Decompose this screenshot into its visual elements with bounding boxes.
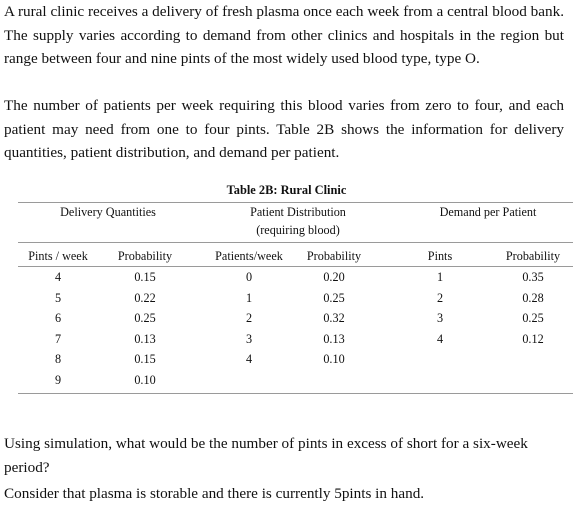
table-cell: 0.13: [323, 331, 345, 346]
table-cell: 3: [245, 331, 253, 346]
group-header-delivery: Delivery Quantities: [60, 205, 156, 219]
table-top-rule: [18, 202, 573, 203]
table-cell: 0.20: [323, 270, 345, 284]
table-cell: 0.25: [134, 311, 156, 325]
table-cell: 0.35: [522, 270, 544, 284]
column-header: Probability: [117, 249, 173, 263]
table-cell: 3: [436, 311, 444, 325]
table-cell: 8: [54, 352, 62, 366]
table-cell: 1: [436, 270, 444, 284]
table-caption: Table 2B: Rural Clinic: [226, 183, 347, 197]
table-cell: 4: [54, 270, 62, 284]
question-note: Consider that plasma is storable and there is currently 5pints in hand.: [4, 485, 425, 502]
table-cell: 4: [436, 331, 444, 346]
table-cell: 0.25: [323, 290, 345, 305]
table-cell: 0.13: [134, 331, 156, 346]
column-header: Pints: [427, 249, 453, 263]
table-cell: 6: [54, 311, 62, 325]
table-cell: 0.25: [522, 311, 544, 325]
problem-paragraph-2: The number of patients per week requiring this blood varies from zero to four, and each patient may need from one to four pints. Table 2B shows the information for delivery quantities, patient distribution, and demand per patient.: [4, 97, 564, 162]
problem-paragraph-1: A rural clinic receives a delivery of fresh plasma once each week from a central blood bank. The supply varies according to demand from other clinics and hospitals in the region but range between four and nine pints of the most widely used blood type, type O.: [4, 3, 564, 68]
group-header-demand: Demand per Patient: [439, 205, 537, 219]
table-cell: 0.32: [323, 311, 345, 325]
column-header: Probability: [306, 249, 362, 263]
table-cell: 4: [245, 352, 253, 366]
table-header-rule: [18, 242, 573, 243]
table-bottom-rule: [18, 393, 573, 394]
table-cell: 0.12: [522, 331, 544, 346]
table-columns-rule: [18, 266, 573, 267]
group-header-patient: Patient Distribution: [250, 205, 346, 219]
table-cell: 9: [54, 372, 62, 387]
table-cell: 5: [54, 290, 62, 305]
table-cell: 0.28: [522, 290, 544, 305]
group-header-patient-sub: (requiring blood): [256, 223, 340, 237]
table-cell: 0.10: [134, 372, 156, 387]
table-cell: 0.15: [134, 352, 156, 366]
table-cell: 0.22: [134, 290, 156, 305]
table-cell: 7: [54, 331, 62, 346]
table-cell: 1: [245, 290, 253, 305]
question-text: Using simulation, what would be the number of pints in excess of short for a six-week period?: [4, 435, 528, 476]
column-header: Pints / week: [28, 249, 88, 263]
table-cell: 2: [245, 311, 253, 325]
table-cell: 0: [245, 270, 253, 284]
table-cell: 0.15: [134, 270, 156, 284]
table-cell: 2: [436, 290, 444, 305]
column-header: Probability: [505, 249, 561, 263]
column-header: Patients/week: [215, 249, 283, 263]
table-cell: 0.10: [323, 352, 345, 366]
